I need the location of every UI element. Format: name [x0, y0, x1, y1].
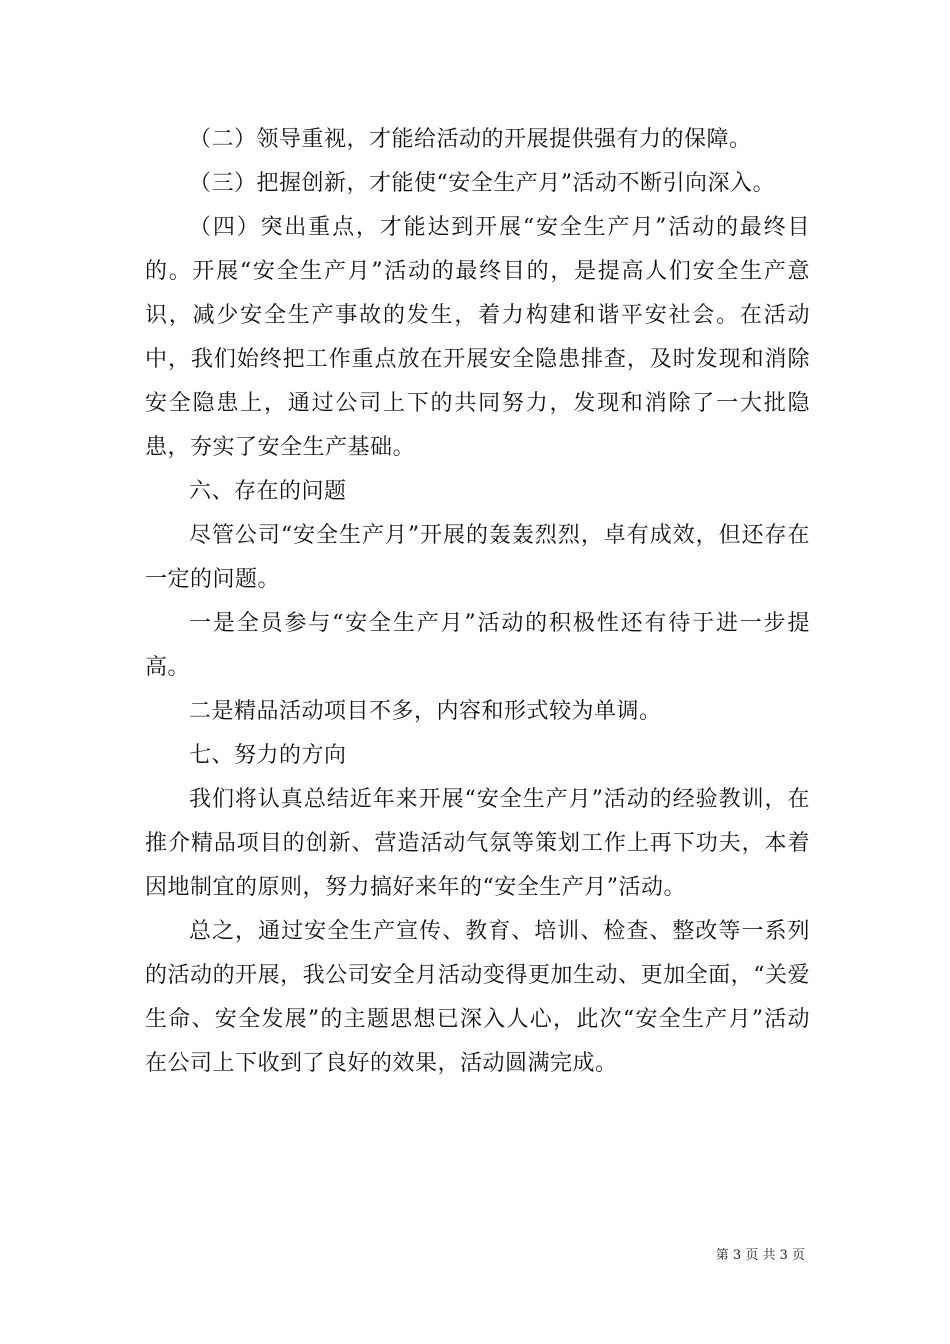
section-heading-direction: 七、努力的方向: [189, 743, 347, 768]
paragraph-problem-two: 二是精品活动项目不多，内容和形式较为单调。: [189, 699, 662, 724]
paragraph-problem-one: 一是全员参与“安全生产月”活动的积极性还有待于进一步提高。: [145, 611, 810, 680]
paragraph-leadership: （二）领导重视，才能给活动的开展提供强有力的保障。: [189, 127, 752, 152]
paragraph-innovation: （三）把握创新，才能使“安全生产月”活动不断引向深入。: [189, 171, 775, 196]
section-heading-problems: 六、存在的问题: [189, 479, 347, 504]
document-body: [145, 118, 810, 1086]
paragraph-focus: （四）突出重点，才能达到开展“安全生产月”活动的最终目的。开展“安全生产月”活动的最终目的，是提高人们安全生产意识，减少安全生产事故的发生，着力构建和谐平安社会。在活动中，我们始终把工作重点放在开展安全隐患排查，及时发现和消除安全隐患上，通过公司上下的共同努力，发现和消除了一大批隐患，夯实了安全生产基础。: [145, 215, 810, 460]
paragraph-summary: 总之，通过安全生产宣传、教育、培训、检查、整改等一系列的活动的开展，我公司安全月活动变得更加生动、更加全面，“关爱生命、安全发展”的主题思想已深入人心，此次“安全生产月”活动在公司上下收到了良好的效果，活动圆满完成。: [145, 919, 810, 1076]
paragraph-direction: 我们将认真总结近年来开展“安全生产月”活动的经验教训，在推介精品项目的创新、营造活动气氛等策划工作上再下功夫，本着因地制宜的原则，努力搞好来年的“安全生产月”活动。: [145, 787, 810, 900]
page-number-footer: 第 3 页 共 3 页: [715, 1248, 805, 1263]
paragraph-problems-intro: 尽管公司“安全生产月”开展的轰轰烈烈，卓有成效，但还存在一定的问题。: [145, 523, 810, 592]
